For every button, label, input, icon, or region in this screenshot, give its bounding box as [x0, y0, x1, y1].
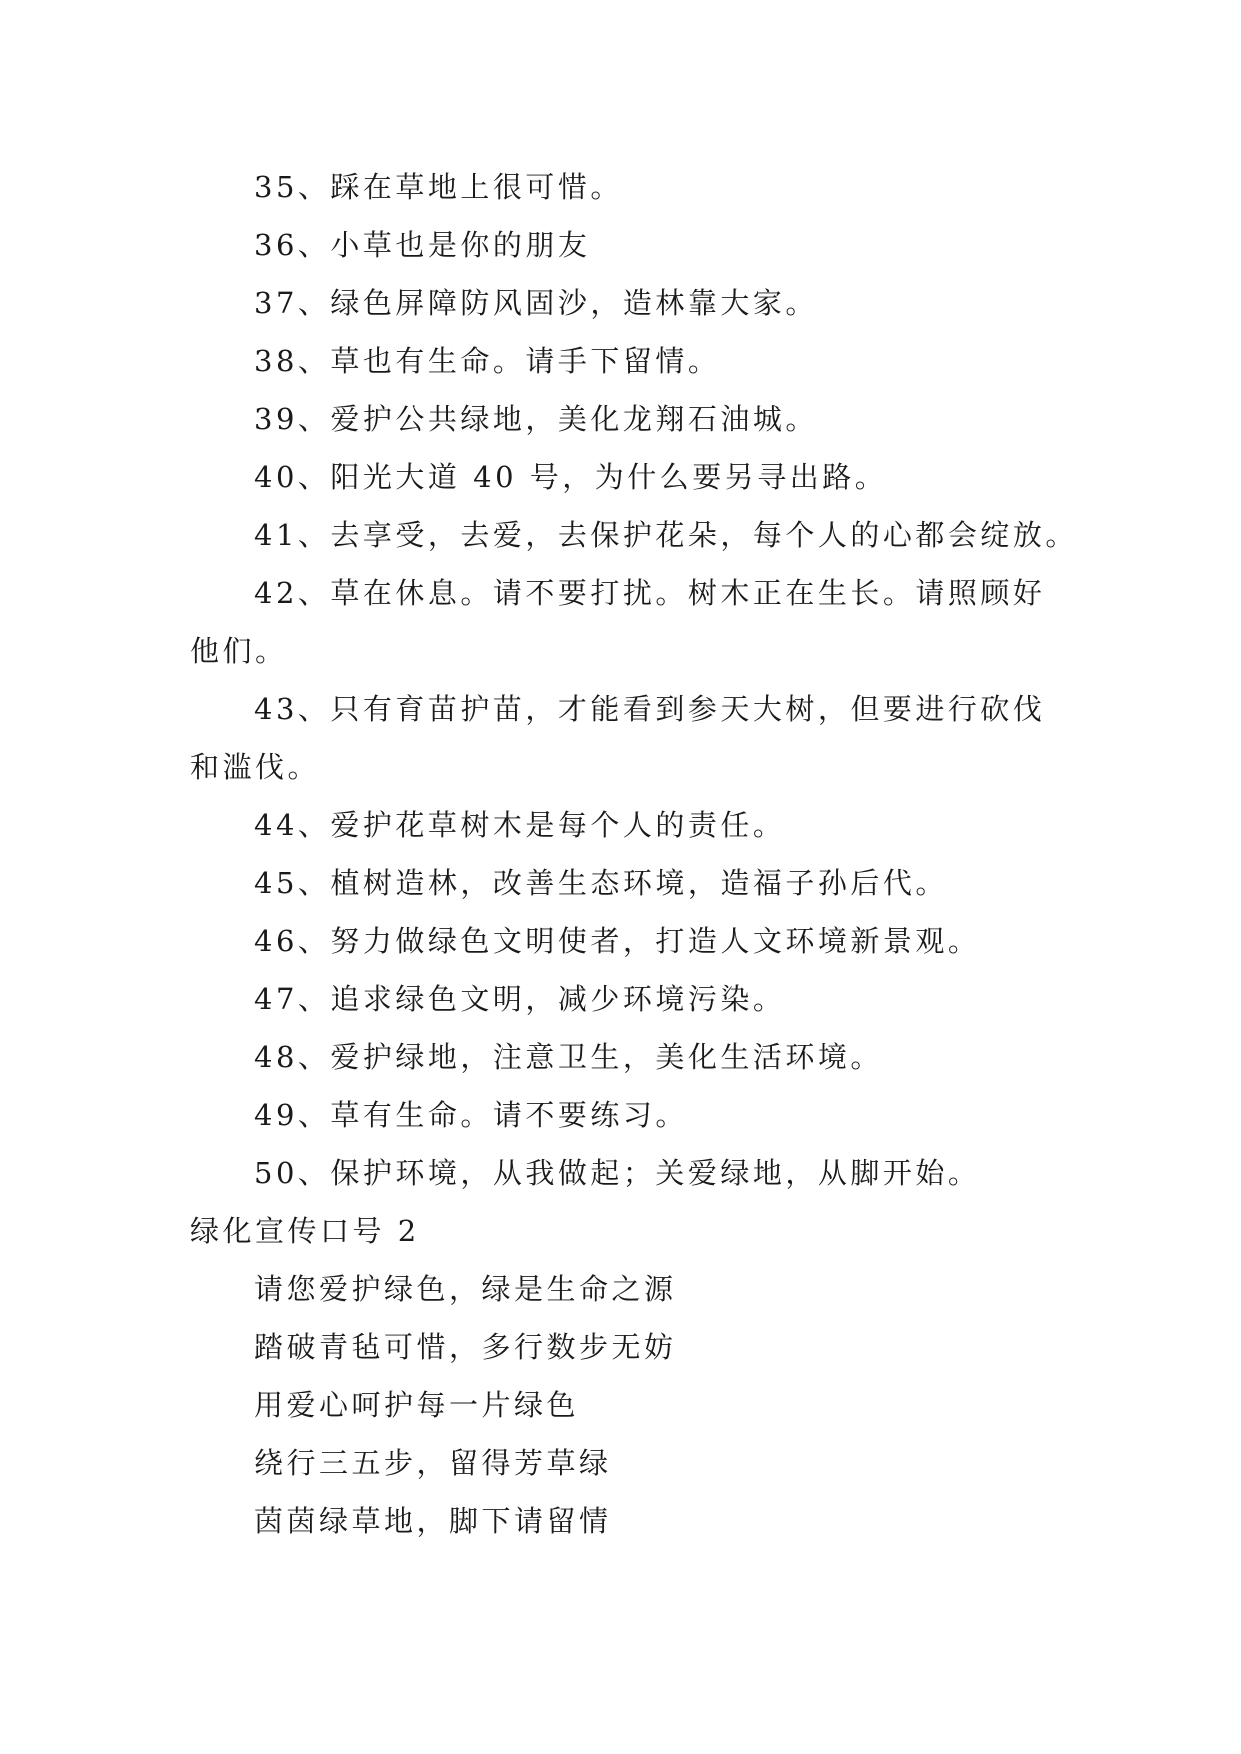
slogan-item: 踏破青毡可惜，多行数步无妨: [254, 1330, 677, 1364]
slogan-38: 38、草也有生命。请手下留情。: [254, 344, 721, 378]
slogan-44: 44、爱护花草树木是每个人的责任。: [254, 808, 786, 842]
slogan-41: 41、去享受，去爱，去保护花朵，每个人的心都会绽放。: [254, 518, 1078, 552]
slogan-49: 49、草有生命。请不要练习。: [254, 1098, 688, 1132]
document-body: [190, 158, 1078, 1550]
slogan-39: 39、爱护公共绿地，美化龙翔石油城。: [254, 402, 818, 436]
slogan-item: 绕行三五步，留得芳草绿: [254, 1446, 612, 1480]
slogan-42: 42、草在休息。请不要打扰。树木正在生长。请照顾好他们。: [190, 576, 1046, 668]
slogan-46: 46、努力做绿色文明使者，打造人文环境新景观。: [254, 924, 981, 958]
slogan-item: 请您爱护绿色，绿是生命之源: [254, 1272, 677, 1306]
slogan-43: 43、只有育苗护苗，才能看到参天大树，但要进行砍伐和滥伐。: [190, 692, 1046, 784]
slogan-item: 用爱心呵护每一片绿色: [254, 1388, 580, 1422]
slogan-37: 37、绿色屏障防风固沙，造林靠大家。: [254, 286, 818, 320]
slogan-40: 40、阳光大道 40 号，为什么要另寻出路。: [254, 460, 888, 494]
slogan-47: 47、追求绿色文明，减少环境污染。: [254, 982, 786, 1016]
slogan-50: 50、保护环境，从我做起；关爱绿地，从脚开始。: [254, 1156, 981, 1190]
slogan-item: 茵茵绿草地，脚下请留情: [254, 1504, 612, 1538]
section-heading: 绿化宣传口号 2: [190, 1214, 420, 1248]
slogan-35: 35、踩在草地上很可惜。: [254, 170, 623, 204]
slogan-36: 36、小草也是你的朋友: [254, 228, 591, 262]
slogan-48: 48、爱护绿地，注意卫生，美化生活环境。: [254, 1040, 883, 1074]
slogan-45: 45、植树造林，改善生态环境，造福子孙后代。: [254, 866, 948, 900]
